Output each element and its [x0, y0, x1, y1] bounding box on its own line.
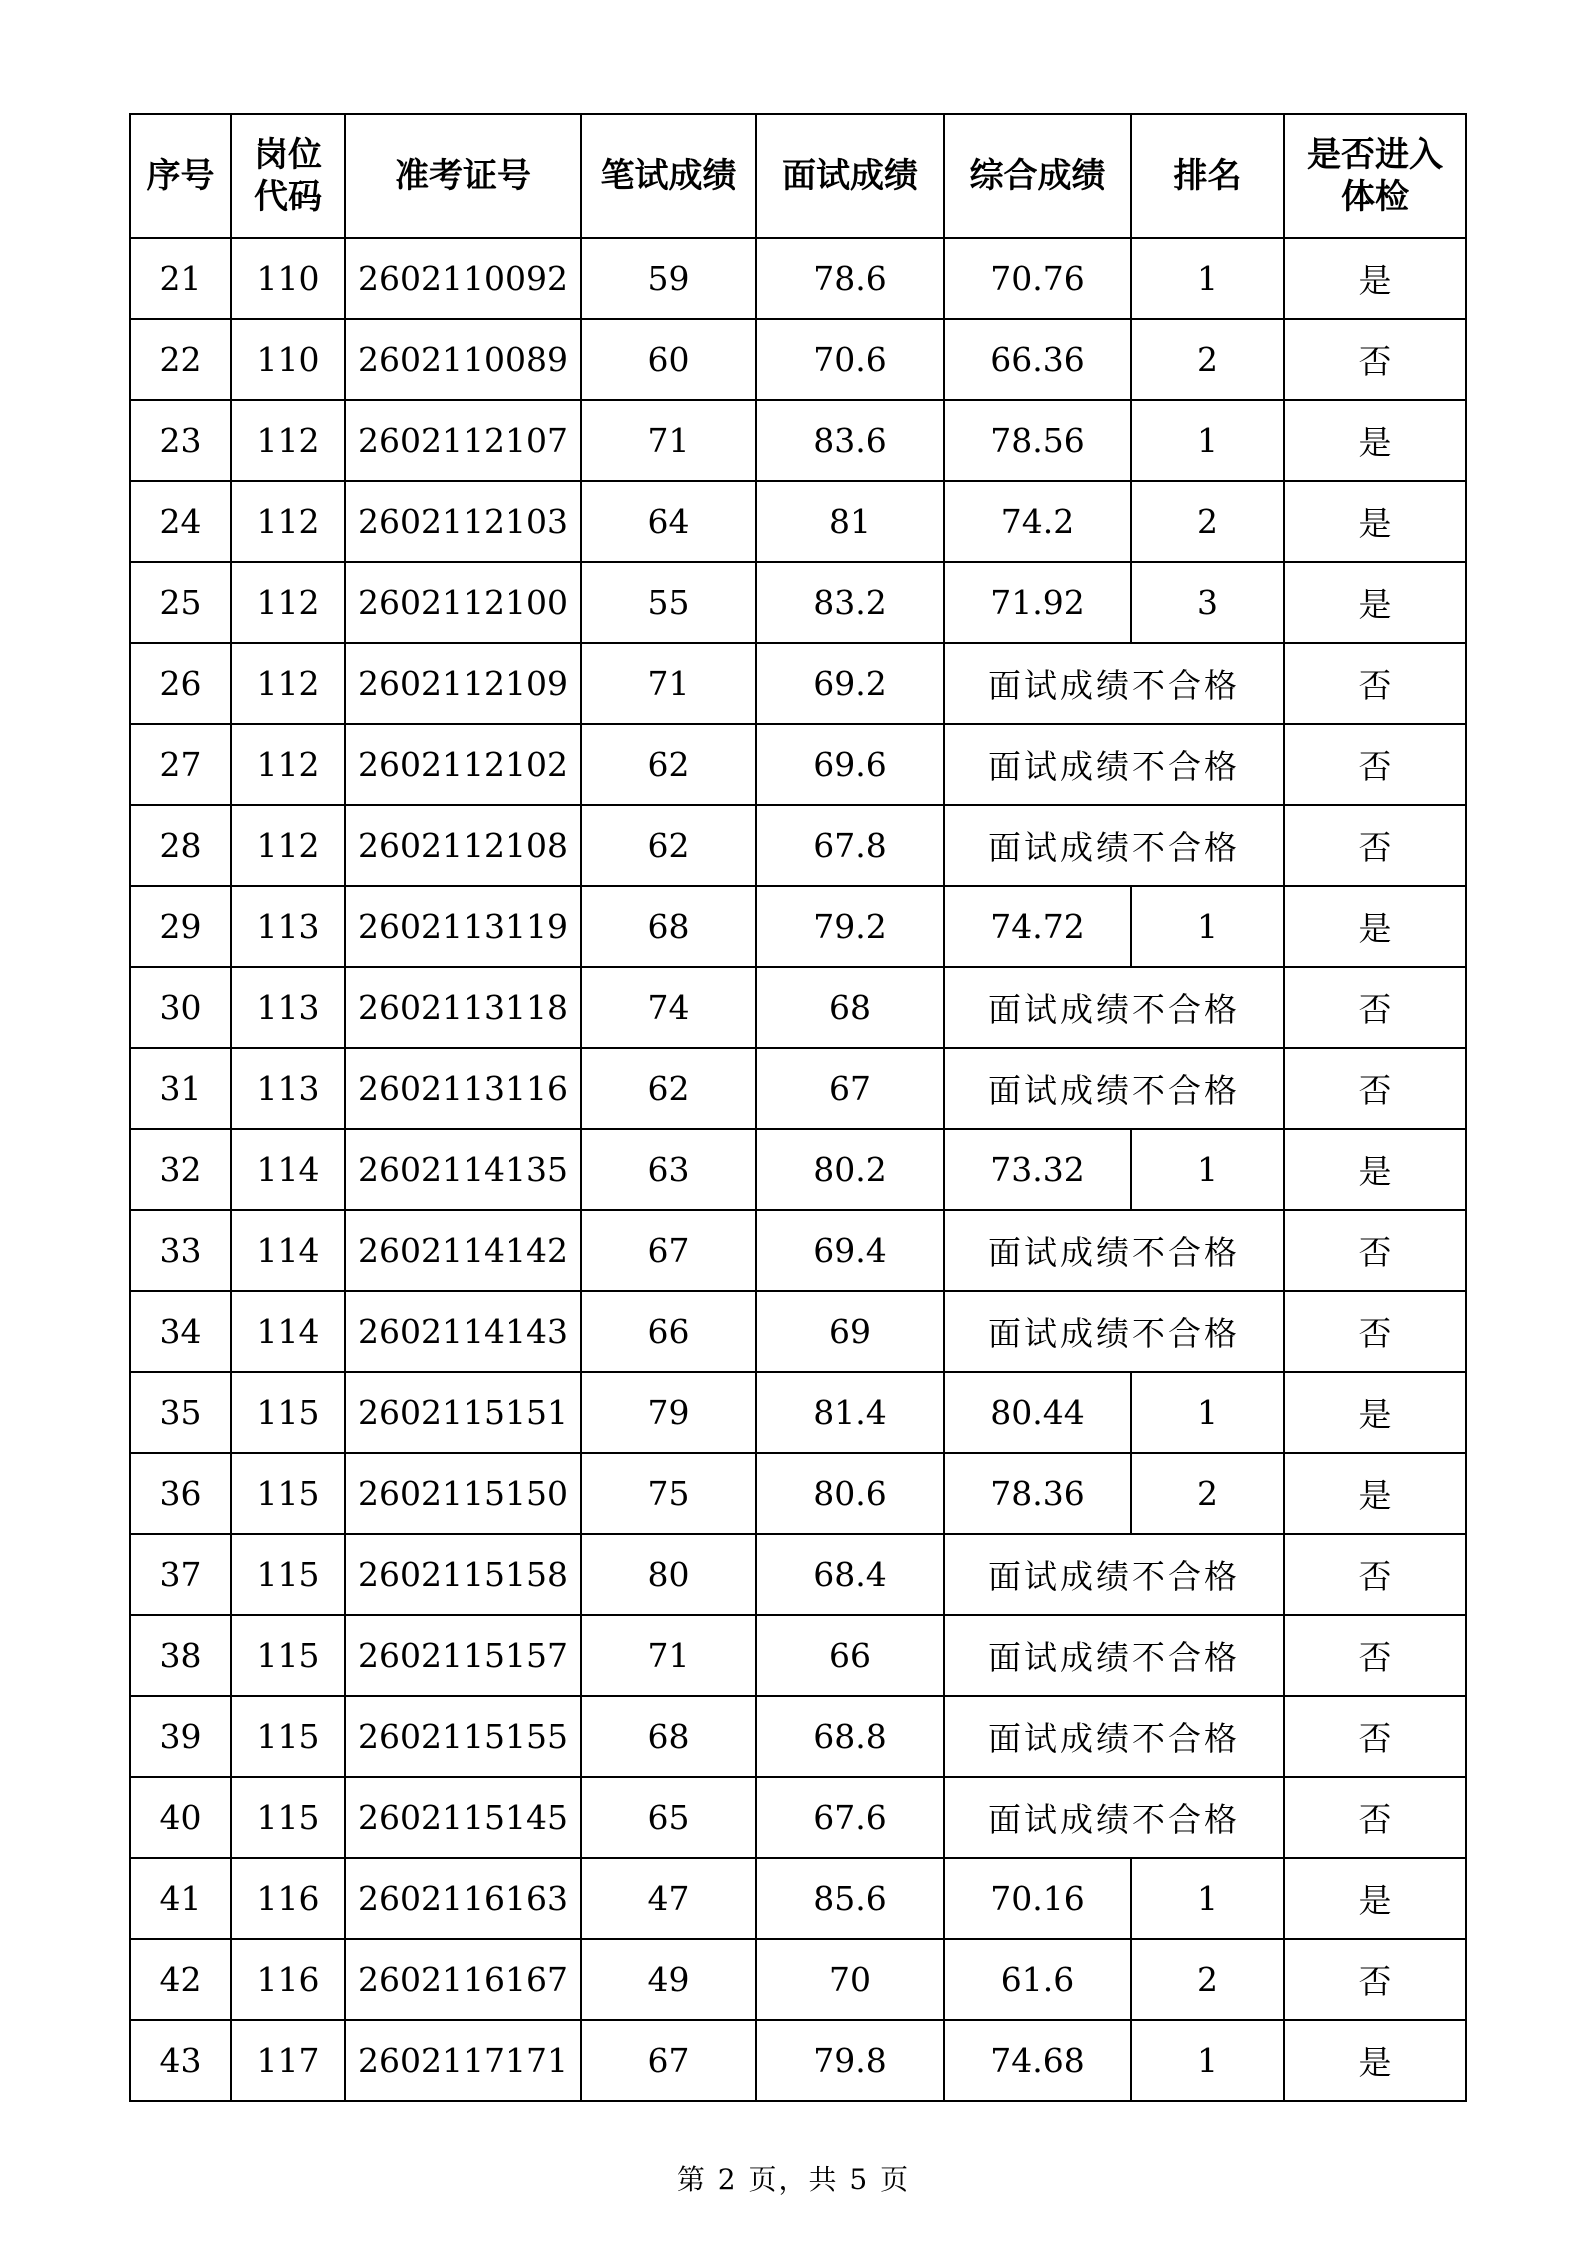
cell-written-score: 62 [581, 724, 756, 805]
cell-written-score: 62 [581, 1048, 756, 1129]
cell-interview-score: 68 [756, 967, 944, 1048]
header-enter-exam-label: 是否进入体检 [1307, 135, 1443, 217]
cell-seq: 31 [130, 1048, 231, 1129]
cell-ticket-number: 2602110089 [345, 319, 581, 400]
cell-total-score: 66.36 [944, 319, 1131, 400]
cell-seq: 29 [130, 886, 231, 967]
cell-interview-score: 66 [756, 1615, 944, 1696]
cell-rank: 1 [1131, 886, 1284, 967]
cell-ticket-number: 2602114135 [345, 1129, 581, 1210]
cell-total-score: 78.36 [944, 1453, 1131, 1534]
cell-seq: 25 [130, 562, 231, 643]
cell-ticket-number: 2602113119 [345, 886, 581, 967]
table-row [130, 967, 1466, 1048]
cell-seq: 23 [130, 400, 231, 481]
cell-ticket-number: 2602114142 [345, 1210, 581, 1291]
cell-enter-exam: 否 [1284, 724, 1466, 805]
header-interview-score: 面试成绩 [756, 114, 944, 238]
cell-written-score: 59 [581, 238, 756, 319]
cell-ticket-number: 2602114143 [345, 1291, 581, 1372]
cell-interview-score: 79.2 [756, 886, 944, 967]
page-footer: 第 2 页，共 5 页 [676, 2163, 911, 2196]
cell-seq: 35 [130, 1372, 231, 1453]
cell-seq: 37 [130, 1534, 231, 1615]
cell-seq: 42 [130, 1939, 231, 2020]
cell-interview-score: 69.2 [756, 643, 944, 724]
header-written-score: 笔试成绩 [581, 114, 756, 238]
cell-position-code: 115 [231, 1696, 345, 1777]
table-row [130, 724, 1466, 805]
cell-enter-exam: 否 [1284, 1534, 1466, 1615]
table-body [130, 238, 1466, 2101]
cell-interview-score: 67 [756, 1048, 944, 1129]
cell-written-score: 67 [581, 2020, 756, 2101]
cell-written-score: 71 [581, 643, 756, 724]
cell-total-score: 80.44 [944, 1372, 1131, 1453]
cell-rank: 1 [1131, 1372, 1284, 1453]
cell-interview-score: 67.8 [756, 805, 944, 886]
cell-position-code: 116 [231, 1858, 345, 1939]
cell-rank: 3 [1131, 562, 1284, 643]
table-row [130, 2020, 1466, 2101]
cell-interview-score: 69.4 [756, 1210, 944, 1291]
cell-seq: 24 [130, 481, 231, 562]
cell-seq: 26 [130, 643, 231, 724]
cell-total-score: 74.68 [944, 2020, 1131, 2101]
cell-interview-score: 83.2 [756, 562, 944, 643]
cell-ticket-number: 2602115145 [345, 1777, 581, 1858]
cell-position-code: 115 [231, 1453, 345, 1534]
table-row [130, 1048, 1466, 1129]
header-ticket-number: 准考证号 [345, 114, 581, 238]
cell-position-code: 117 [231, 2020, 345, 2101]
cell-total-score: 73.32 [944, 1129, 1131, 1210]
cell-fail-note: 面试成绩不合格 [944, 967, 1284, 1048]
table-row [130, 643, 1466, 724]
cell-enter-exam: 否 [1284, 1777, 1466, 1858]
cell-position-code: 112 [231, 481, 345, 562]
cell-fail-note: 面试成绩不合格 [944, 1777, 1284, 1858]
cell-fail-note: 面试成绩不合格 [944, 1615, 1284, 1696]
cell-position-code: 112 [231, 724, 345, 805]
cell-position-code: 113 [231, 967, 345, 1048]
cell-total-score: 70.16 [944, 1858, 1131, 1939]
cell-seq: 22 [130, 319, 231, 400]
cell-enter-exam: 是 [1284, 1453, 1466, 1534]
cell-position-code: 115 [231, 1534, 345, 1615]
cell-position-code: 116 [231, 1939, 345, 2020]
cell-written-score: 67 [581, 1210, 756, 1291]
cell-rank: 2 [1131, 1453, 1284, 1534]
header-position-code [231, 114, 345, 238]
cell-enter-exam: 否 [1284, 1939, 1466, 2020]
cell-total-score: 70.76 [944, 238, 1131, 319]
cell-seq: 33 [130, 1210, 231, 1291]
cell-total-score: 74.2 [944, 481, 1131, 562]
cell-rank: 1 [1131, 400, 1284, 481]
cell-position-code: 112 [231, 562, 345, 643]
table-row [130, 1453, 1466, 1534]
cell-ticket-number: 2602115151 [345, 1372, 581, 1453]
cell-written-score: 60 [581, 319, 756, 400]
table-row [130, 1291, 1466, 1372]
cell-fail-note: 面试成绩不合格 [944, 724, 1284, 805]
cell-written-score: 63 [581, 1129, 756, 1210]
cell-fail-note: 面试成绩不合格 [944, 1291, 1284, 1372]
cell-position-code: 114 [231, 1291, 345, 1372]
cell-interview-score: 78.6 [756, 238, 944, 319]
cell-interview-score: 69 [756, 1291, 944, 1372]
cell-interview-score: 70.6 [756, 319, 944, 400]
cell-ticket-number: 2602112108 [345, 805, 581, 886]
cell-interview-score: 81 [756, 481, 944, 562]
cell-seq: 36 [130, 1453, 231, 1534]
cell-enter-exam: 否 [1284, 1048, 1466, 1129]
cell-position-code: 115 [231, 1372, 345, 1453]
cell-seq: 27 [130, 724, 231, 805]
cell-seq: 21 [130, 238, 231, 319]
cell-ticket-number: 2602112103 [345, 481, 581, 562]
cell-seq: 30 [130, 967, 231, 1048]
cell-ticket-number: 2602117171 [345, 2020, 581, 2101]
score-table [129, 113, 1467, 2102]
cell-rank: 2 [1131, 481, 1284, 562]
table-row [130, 1939, 1466, 2020]
cell-enter-exam: 否 [1284, 805, 1466, 886]
table-row [130, 805, 1466, 886]
cell-written-score: 62 [581, 805, 756, 886]
cell-position-code: 115 [231, 1615, 345, 1696]
cell-ticket-number: 2602115157 [345, 1615, 581, 1696]
cell-ticket-number: 2602115158 [345, 1534, 581, 1615]
cell-interview-score: 69.6 [756, 724, 944, 805]
header-total-score: 综合成绩 [944, 114, 1131, 238]
cell-rank: 1 [1131, 238, 1284, 319]
cell-interview-score: 83.6 [756, 400, 944, 481]
cell-position-code: 115 [231, 1777, 345, 1858]
cell-position-code: 112 [231, 643, 345, 724]
cell-enter-exam: 是 [1284, 481, 1466, 562]
cell-enter-exam: 否 [1284, 1696, 1466, 1777]
cell-ticket-number: 2602110092 [345, 238, 581, 319]
cell-ticket-number: 2602113116 [345, 1048, 581, 1129]
cell-ticket-number: 2602115150 [345, 1453, 581, 1534]
cell-seq: 40 [130, 1777, 231, 1858]
cell-enter-exam: 否 [1284, 1615, 1466, 1696]
cell-interview-score: 80.6 [756, 1453, 944, 1534]
cell-enter-exam: 否 [1284, 643, 1466, 724]
cell-seq: 34 [130, 1291, 231, 1372]
cell-ticket-number: 2602112100 [345, 562, 581, 643]
cell-written-score: 74 [581, 967, 756, 1048]
table-row [130, 481, 1466, 562]
cell-written-score: 49 [581, 1939, 756, 2020]
cell-rank: 2 [1131, 319, 1284, 400]
table-row [130, 400, 1466, 481]
cell-written-score: 79 [581, 1372, 756, 1453]
cell-interview-score: 68.8 [756, 1696, 944, 1777]
cell-fail-note: 面试成绩不合格 [944, 805, 1284, 886]
header-position-code-label: 岗位代码 [254, 135, 322, 217]
cell-total-score: 71.92 [944, 562, 1131, 643]
cell-interview-score: 80.2 [756, 1129, 944, 1210]
cell-position-code: 110 [231, 319, 345, 400]
cell-written-score: 71 [581, 400, 756, 481]
cell-position-code: 113 [231, 1048, 345, 1129]
cell-written-score: 71 [581, 1615, 756, 1696]
cell-enter-exam: 否 [1284, 1210, 1466, 1291]
cell-total-score: 78.56 [944, 400, 1131, 481]
cell-rank: 1 [1131, 2020, 1284, 2101]
cell-fail-note: 面试成绩不合格 [944, 1534, 1284, 1615]
cell-enter-exam: 是 [1284, 238, 1466, 319]
table-row [130, 1858, 1466, 1939]
table-header-row [130, 114, 1466, 238]
table-row [130, 886, 1466, 967]
cell-fail-note: 面试成绩不合格 [944, 1696, 1284, 1777]
cell-enter-exam: 是 [1284, 886, 1466, 967]
cell-interview-score: 67.6 [756, 1777, 944, 1858]
table-row [130, 1615, 1466, 1696]
cell-position-code: 114 [231, 1210, 345, 1291]
table-row [130, 1696, 1466, 1777]
cell-position-code: 114 [231, 1129, 345, 1210]
cell-written-score: 66 [581, 1291, 756, 1372]
cell-enter-exam: 是 [1284, 2020, 1466, 2101]
cell-ticket-number: 2602116167 [345, 1939, 581, 2020]
cell-written-score: 68 [581, 886, 756, 967]
table-row [130, 238, 1466, 319]
cell-ticket-number: 2602113118 [345, 967, 581, 1048]
cell-total-score: 61.6 [944, 1939, 1131, 2020]
cell-position-code: 113 [231, 886, 345, 967]
cell-interview-score: 85.6 [756, 1858, 944, 1939]
cell-ticket-number: 2602116163 [345, 1858, 581, 1939]
cell-ticket-number: 2602115155 [345, 1696, 581, 1777]
cell-seq: 28 [130, 805, 231, 886]
cell-interview-score: 70 [756, 1939, 944, 2020]
cell-enter-exam: 是 [1284, 1129, 1466, 1210]
cell-written-score: 64 [581, 481, 756, 562]
header-enter-exam [1284, 114, 1466, 238]
cell-enter-exam: 是 [1284, 1372, 1466, 1453]
cell-written-score: 47 [581, 1858, 756, 1939]
cell-interview-score: 79.8 [756, 2020, 944, 2101]
cell-ticket-number: 2602112109 [345, 643, 581, 724]
cell-seq: 41 [130, 1858, 231, 1939]
cell-enter-exam: 是 [1284, 400, 1466, 481]
cell-seq: 32 [130, 1129, 231, 1210]
cell-interview-score: 81.4 [756, 1372, 944, 1453]
table-row [130, 1372, 1466, 1453]
table-row [130, 1129, 1466, 1210]
cell-fail-note: 面试成绩不合格 [944, 643, 1284, 724]
header-seq: 序号 [130, 114, 231, 238]
cell-seq: 43 [130, 2020, 231, 2101]
cell-position-code: 110 [231, 238, 345, 319]
cell-seq: 38 [130, 1615, 231, 1696]
cell-enter-exam: 是 [1284, 1858, 1466, 1939]
table-row [130, 1777, 1466, 1858]
table-row [130, 1534, 1466, 1615]
table-row [130, 319, 1466, 400]
cell-written-score: 75 [581, 1453, 756, 1534]
table-row [130, 562, 1466, 643]
cell-ticket-number: 2602112107 [345, 400, 581, 481]
cell-rank: 1 [1131, 1129, 1284, 1210]
cell-written-score: 68 [581, 1696, 756, 1777]
cell-rank: 2 [1131, 1939, 1284, 2020]
cell-enter-exam: 否 [1284, 1291, 1466, 1372]
cell-rank: 1 [1131, 1858, 1284, 1939]
cell-written-score: 65 [581, 1777, 756, 1858]
cell-ticket-number: 2602112102 [345, 724, 581, 805]
cell-position-code: 112 [231, 805, 345, 886]
cell-seq: 39 [130, 1696, 231, 1777]
cell-interview-score: 68.4 [756, 1534, 944, 1615]
table-row [130, 1210, 1466, 1291]
cell-enter-exam: 否 [1284, 319, 1466, 400]
cell-total-score: 74.72 [944, 886, 1131, 967]
cell-fail-note: 面试成绩不合格 [944, 1210, 1284, 1291]
cell-fail-note: 面试成绩不合格 [944, 1048, 1284, 1129]
header-rank: 排名 [1131, 114, 1284, 238]
cell-written-score: 80 [581, 1534, 756, 1615]
cell-enter-exam: 是 [1284, 562, 1466, 643]
cell-enter-exam: 否 [1284, 967, 1466, 1048]
cell-written-score: 55 [581, 562, 756, 643]
cell-position-code: 112 [231, 400, 345, 481]
